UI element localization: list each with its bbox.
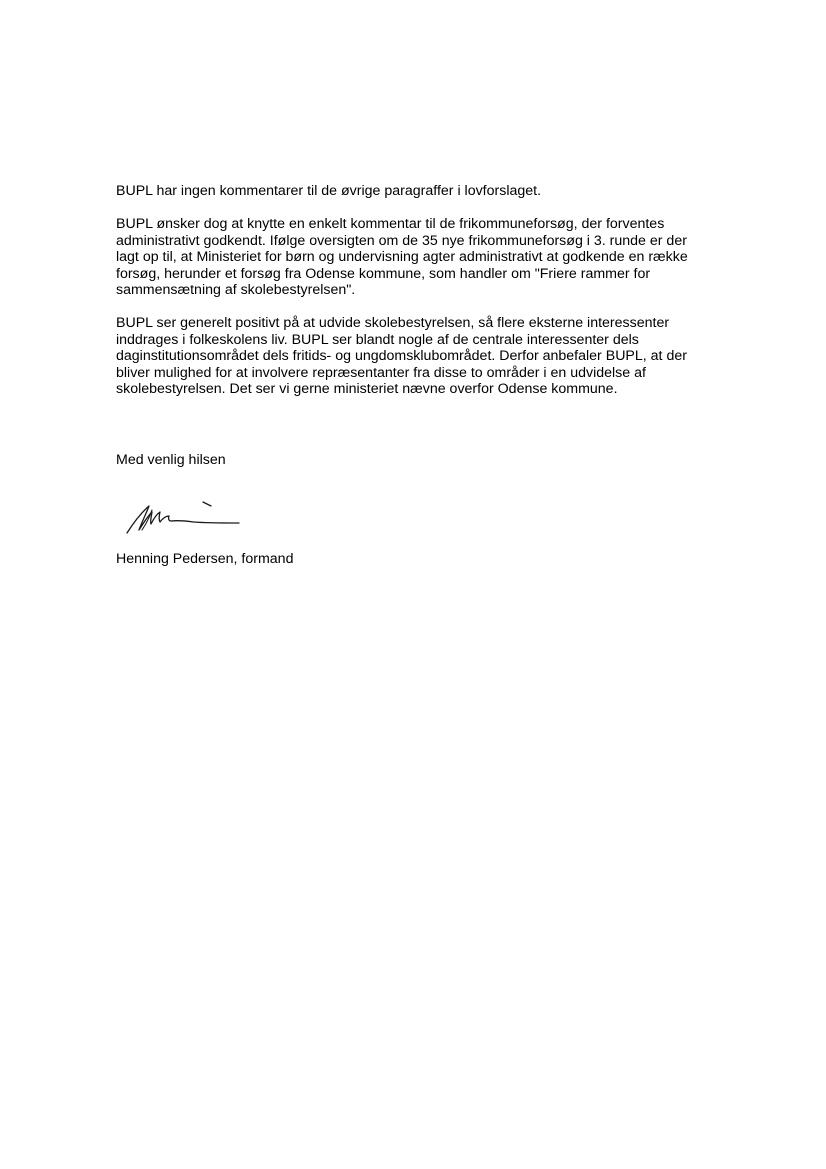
closing-salutation: Med venlig hilsen xyxy=(116,452,226,468)
paragraph-comments: BUPL har ingen kommentarer til de øvrige paragraffer i lovforslaget. xyxy=(116,183,542,199)
paragraph-skolebestyrelse: BUPL ser generelt positivt på at udvide skolebestyrelsen, så flere eksterne interessenter inddrages i folkeskolens liv. BUPL ser blandt nogle af de centrale interessenter dels daginstitutionsområdet dels fritids- og ungdomsklubområdet. Derfor anbefaler BUPL, at der bliver mulighed for at involvere repræsentanter fra disse to områder i en udvidelse af skolebestyrelsen. Det ser vi gerne ministeriet nævne overfor Odense kommune. xyxy=(116,315,687,398)
letter-body xyxy=(116,183,706,414)
signature-icon xyxy=(124,492,244,538)
paragraph-frikommune: BUPL ønsker dog at knytte en enkelt kommentar til de frikommuneforsøg, der forventes administrativt godkendt. Ifølge oversigten om de 35 nye frikommuneforsøg i 3. runde er der lagt op til, at Ministeriet for børn og undervisning agter administrativt at godkende en række forsøg, herunder et forsøg fra Odense kommune, som handler om "Friere rammer for sammensætning af skolebestyrelsen". xyxy=(116,216,688,299)
signer-name: Henning Pedersen, formand xyxy=(116,551,294,567)
